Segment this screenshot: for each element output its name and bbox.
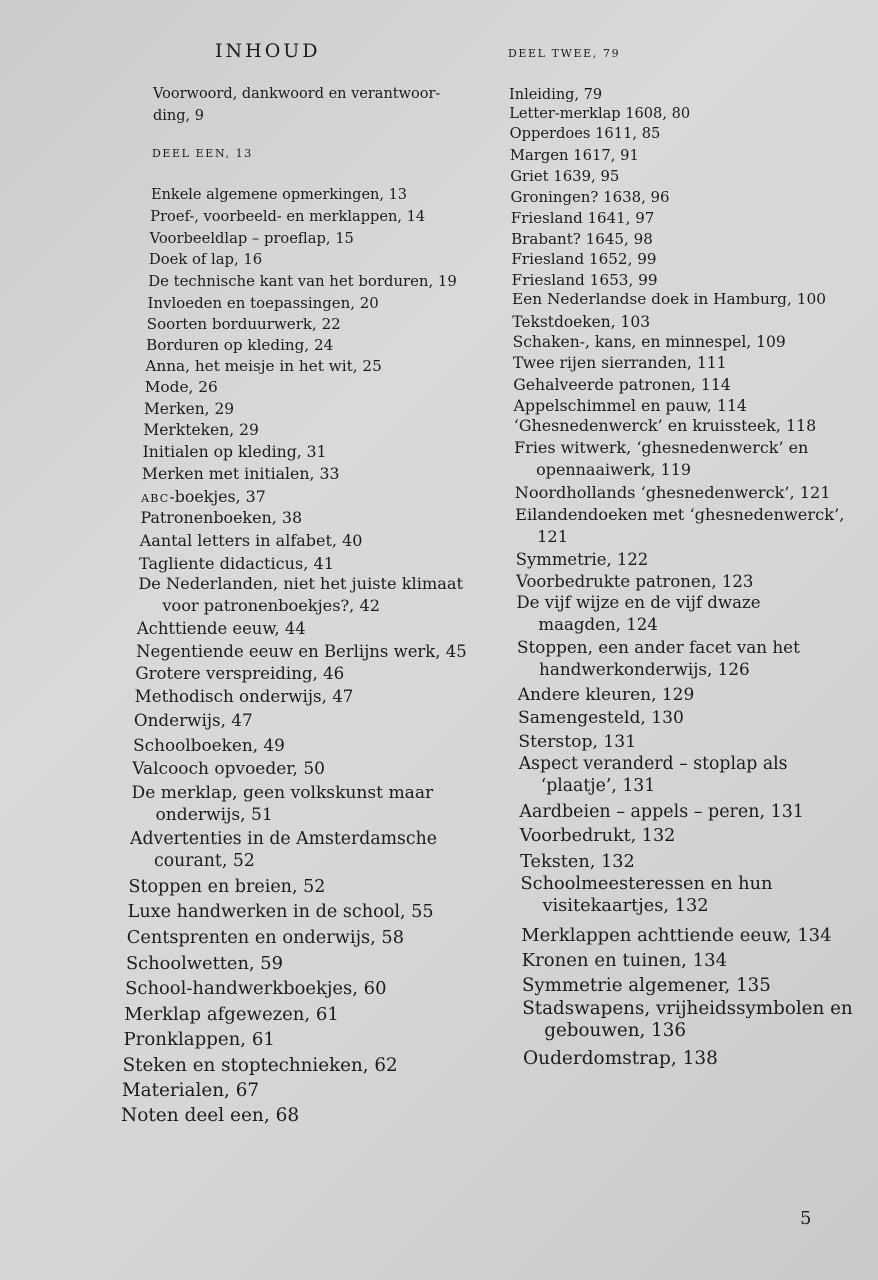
toc-entry-part-two (520, 825, 676, 847)
entry-text: Negentiende eeuw en Berlijns werk, 45 (136, 642, 467, 661)
entry-text: Voorbeeldlap – proeflap, 15 (149, 230, 354, 247)
toc-entry-part-two (514, 415, 816, 437)
entry-text: Materialen, 67 (121, 1080, 260, 1101)
entry-text: Centsprenten en onderwijs, 58 (126, 928, 404, 948)
toc-entry-part-two (511, 207, 655, 229)
entry-text: Tekstdoeken, 103 (512, 313, 651, 331)
entry-text: Kronen en tuinen, 134 (521, 950, 728, 971)
toc-entry-part-one (139, 553, 334, 575)
entry-continuation: handwerkonderwijs, 126 (539, 659, 750, 679)
entry-text: Tagliente didacticus, 41 (138, 554, 334, 573)
toc-entry-part-two (514, 437, 808, 481)
toc-entry-part-two (520, 873, 772, 917)
entry-text: Aardbeien – appels – peren, 131 (519, 802, 804, 822)
toc-entry-part-one (138, 573, 463, 617)
entry-text: ABC-boekjes, 37 (141, 487, 266, 506)
toc-entry-part-one (142, 463, 340, 485)
entry-text: De merklap, geen volkskunst maar (131, 783, 434, 803)
toc-entry-part-one (132, 782, 434, 826)
entry-continuation: visitekaartjes, 132 (542, 896, 709, 916)
entry-text: Twee rijen sierranden, 111 (512, 354, 727, 372)
toc-entry-part-one (143, 441, 327, 463)
entry-text: Patronenboeken, 38 (140, 508, 303, 527)
entry-continuation: ‘plaatje’, 131 (540, 776, 656, 796)
entry-text: Methodisch onderwijs, 47 (134, 687, 354, 706)
page-title: INHOUD (215, 40, 321, 62)
toc-entry-part-one (135, 686, 354, 708)
entry-text: Opperdoes 1611, 85 (509, 125, 661, 142)
toc-entry-part-one (145, 355, 381, 377)
toc-entry-part-two (517, 636, 800, 680)
toc-entry-part-one (149, 249, 262, 271)
entry-text: Friesland 1653, 99 (511, 271, 658, 289)
entry-text: Symmetrie, 122 (515, 550, 649, 569)
toc-entry-part-one (151, 184, 407, 206)
entry-text: Initialen op kleding, 31 (142, 443, 327, 461)
toc-entry-part-one (148, 270, 457, 292)
entry-text: School-handwerkboekjes, 60 (125, 978, 387, 999)
entry-text: Soorten borduurwerk, 22 (146, 315, 341, 333)
toc-entry-part-two (522, 975, 771, 997)
toc-entry-part-one (130, 828, 437, 872)
toc-entry-part-two (510, 123, 661, 145)
entry-text: Advertenties in de Amsterdamsche (130, 829, 437, 849)
entry-text: Stadswapens, vrijheidssymbolen en (522, 998, 853, 1019)
entry-text: Proef-, voorbeeld- en merklappen, 14 (150, 208, 426, 225)
entry-continuation: 121 (537, 527, 569, 546)
entry-text: Voorbedrukt, 132 (519, 826, 676, 846)
entry-text: Inleiding, 79 (509, 87, 603, 103)
entry-text: Andere kleuren, 129 (517, 685, 695, 705)
entry-text: Onderwijs, 47 (133, 710, 253, 730)
entry-text: Merken met initialen, 33 (141, 464, 340, 483)
toc-entry-part-one (150, 228, 354, 250)
toc-entry-part-two (516, 571, 753, 593)
toc-entry-part-two (518, 684, 695, 706)
toc-entry-part-one (145, 376, 218, 398)
toc-entry-part-two (511, 228, 653, 250)
toc-entry-part-one (128, 876, 325, 898)
toc-entry-part-two (515, 482, 831, 504)
entry-text: Merklap afgewezen, 61 (124, 1004, 339, 1025)
entry-text: Eilandendoeken met ‘ghesnedenwerck’, (515, 505, 845, 524)
toc-entry-part-one (128, 901, 434, 923)
toc-entry-part-two (509, 103, 690, 125)
toc-entry-part-one (132, 758, 325, 780)
toc-entry-part-two (514, 395, 747, 417)
part-two-heading: DEEL TWEE, 79 (508, 47, 621, 60)
entry-continuation: courant, 52 (154, 851, 255, 871)
toc-entry-part-one (150, 206, 425, 228)
entry-text: Ouderdomstrap, 138 (523, 1048, 718, 1069)
toc-entry-part-two (511, 248, 656, 270)
entry-text: Luxe handwerken in de school, 55 (127, 902, 434, 922)
entry-text: Schaken-, kans, en minnespel, 109 (512, 333, 786, 351)
entry-text: Griet 1639, 95 (510, 168, 620, 185)
entry-continuation: gebouwen, 136 (544, 1020, 687, 1041)
toc-entry-part-one (147, 313, 341, 335)
entry-text: Voorwoord, dankwoord en verantwoor- (153, 86, 441, 102)
entry-text: Noordhollands ‘ghesnedenwerck’, 121 (514, 483, 831, 502)
toc-entry-part-two (521, 925, 831, 947)
toc-entry-part-one (140, 507, 302, 529)
toc-entry-part-one (137, 618, 306, 640)
entry-continuation: maagden, 124 (538, 615, 658, 634)
toc-entry-part-two (513, 331, 786, 353)
toc-entry-part-two (516, 592, 760, 636)
toc-entry-part-two (518, 731, 636, 753)
entry-text: Stoppen en breien, 52 (128, 877, 326, 897)
entry-text: Margen 1617, 91 (509, 147, 639, 164)
entry-text: Merkteken, 29 (143, 421, 259, 439)
entry-text: Een Nederlandse doek in Hamburg, 100 (511, 290, 826, 308)
entry-text: Voorbedrukte patronen, 123 (516, 572, 754, 591)
entry-text: De Nederlanden, niet het juiste klimaat (138, 574, 464, 593)
entry-text: Friesland 1652, 99 (511, 250, 657, 268)
toc-entry-part-one (136, 641, 467, 663)
toc-entry-part-one (133, 734, 285, 756)
entry-text: Aantal letters in alfabet, 40 (139, 531, 363, 550)
toc-entry-part-one (124, 1004, 339, 1026)
entry-text: Schoolboeken, 49 (133, 735, 285, 755)
toc-entry-part-two (512, 288, 826, 310)
toc-entry-part-one (123, 1055, 398, 1077)
entry-text: De technische kant van het borduren, 19 (148, 272, 457, 290)
toc-entry-part-two (523, 1048, 718, 1070)
entry-text: De vijf wijze en de vijf dwaze (516, 593, 761, 612)
entry-text: Samengesteld, 130 (518, 708, 684, 728)
entry-text: Anna, het meisje in het wit, 25 (145, 357, 382, 375)
entry-text: Pronklappen, 61 (123, 1029, 275, 1050)
entry-text: Mode, 26 (144, 378, 218, 396)
entry-text: Noten deel een, 68 (121, 1105, 300, 1126)
entry-text: Appelschimmel en pauw, 114 (513, 396, 747, 415)
entry-text: Doek of lap, 16 (148, 251, 263, 268)
toc-entry-part-one (122, 1080, 259, 1102)
entry-text: Gehalveerde patronen, 114 (513, 375, 731, 394)
toc-entry-part-one (135, 663, 344, 685)
entry-text: Invloeden en toepassingen, 20 (147, 294, 379, 312)
entry-text: Brabant? 1645, 98 (511, 230, 653, 248)
entry-text: Friesland 1641, 97 (510, 209, 655, 227)
entry-text: Borduren op kleding, 24 (146, 336, 334, 354)
entry-text: Aspect veranderd – stoplap als (518, 754, 788, 774)
toc-entry-part-two (512, 311, 650, 333)
entry-text: Enkele algemene opmerkingen, 13 (151, 187, 408, 203)
toc-entry-part-one (143, 419, 259, 441)
toc-entry-part-two (519, 801, 804, 823)
entry-text: Letter-merklap 1608, 80 (509, 105, 691, 122)
entry-text: Sterstop, 131 (518, 732, 637, 752)
toc-entry-part-two (516, 549, 648, 571)
toc-entry-part-two (515, 504, 844, 548)
entry-text: Fries witwerk, ‘ghesnedenwerck’ en (514, 438, 809, 457)
toc-entry-part-two (510, 166, 619, 188)
toc-entry-part-one (127, 927, 404, 949)
entry-continuation: voor patronenboekjes?, 42 (162, 596, 381, 615)
toc-entry-part-two (510, 186, 669, 208)
toc-entry-part-one (121, 1105, 299, 1127)
toc-entry-part-two (520, 851, 635, 873)
entry-text: Grotere verspreiding, 46 (135, 664, 345, 683)
entry-text: Schoolwetten, 59 (125, 953, 283, 974)
toc-entry-part-one (140, 530, 363, 552)
foreword-entry (153, 83, 440, 127)
entry-text: Teksten, 132 (520, 852, 635, 872)
toc-entry-part-two (522, 950, 728, 972)
entry-text: Valcooch opvoeder, 50 (132, 759, 325, 779)
entry-text: Groningen? 1638, 96 (510, 188, 670, 206)
toc-entry-part-one (123, 1029, 274, 1051)
toc-entry-part-two (522, 998, 852, 1042)
page-number: 5 (800, 1208, 812, 1229)
toc-entry-part-one (125, 978, 386, 1000)
entry-text: Symmetrie algemener, 135 (521, 975, 771, 996)
entry-text: Achttiende eeuw, 44 (136, 619, 306, 638)
toc-entry-part-two (510, 145, 639, 167)
toc-entry-part-two (518, 707, 684, 729)
entry-continuation: ding, 9 (153, 108, 204, 124)
entry-text: Stoppen, een ander facet van het (517, 637, 800, 657)
toc-entry-part-one (134, 709, 253, 731)
part-one-heading: DEEL EEN, 13 (152, 147, 253, 160)
toc-entry-part-one (146, 334, 333, 356)
entry-continuation: opennaaiwerk, 119 (536, 460, 692, 479)
toc-entry-part-two (519, 753, 788, 797)
entry-text: Merken, 29 (144, 400, 235, 418)
toc-entry-part-one (147, 292, 378, 314)
entry-continuation: onderwijs, 51 (155, 805, 273, 825)
entry-text: Steken en stoptechnieken, 62 (122, 1055, 398, 1076)
entry-text: Merklappen achttiende eeuw, 134 (521, 925, 832, 946)
toc-entry-part-one (126, 953, 283, 975)
toc-entry-part-one (144, 398, 234, 420)
entry-text: ‘Ghesnedenwerck’ en kruissteek, 118 (513, 416, 817, 435)
toc-entry-part-two (513, 352, 727, 374)
entry-text: Schoolmeesteressen en hun (520, 874, 773, 894)
toc-entry-part-two (513, 374, 731, 396)
